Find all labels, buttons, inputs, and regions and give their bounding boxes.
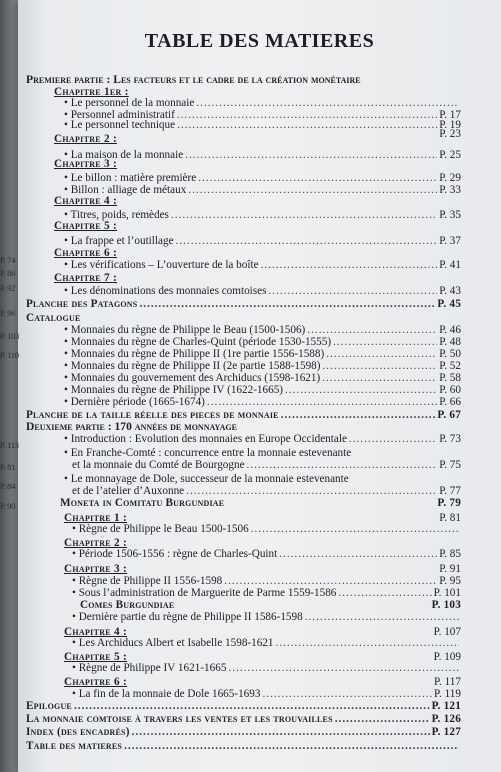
toc-entry-text: • Monnaies du règne de Philippe le Beau (1500-1506) [64, 324, 306, 336]
toc-entry [64, 285, 461, 297]
toc-entry [64, 119, 461, 131]
toc-entry-text: Index (des encadrés) [26, 726, 130, 738]
toc-entry-text: • La maison de la monnaie [64, 149, 184, 161]
bleed-mark: P. 84 [0, 481, 16, 491]
toc-entry-page: P. 103 [431, 599, 461, 611]
previous-page-edge [0, 0, 18, 772]
toc-entry [64, 348, 461, 360]
toc-entry-page: P. 17 [439, 109, 461, 121]
toc-entry [72, 611, 461, 623]
toc-entry-page: P. 37 [439, 235, 461, 247]
leader-dots [251, 523, 459, 535]
chapter-heading: Chapitre 4 : [54, 195, 118, 207]
toc-entry-text: • En Franche-Comté : concurrence entre la monnaie estevenante [64, 447, 352, 459]
toc-entry-text: • Dernière période (1665-1674) [64, 396, 205, 408]
toc-entry-page: P. 23 [439, 128, 461, 140]
toc-entry [64, 172, 461, 184]
toc-entry-page: P. 127 [431, 726, 461, 738]
toc-entry-page: P. 45 [437, 298, 461, 310]
toc-entry-text: Planche de la taille réelle des pieces de monnaie [26, 409, 279, 421]
toc-entry-text: • Période 1506-1556 : règne de Charles-Quint [72, 548, 278, 560]
toc-entry-text: • Règne de Philippe le Beau 1500-1506 [72, 523, 249, 535]
toc-entry-text: • Règne de Philippe II 1556-1598 [72, 575, 223, 587]
leader-dots [305, 611, 459, 623]
toc-entry-text: • Le billon : matière première [64, 172, 197, 184]
bleed-mark: P. 103 [0, 331, 19, 341]
bleed-mark: P. 74 [0, 255, 16, 265]
toc-entry-text: • Le monnayage de Dole, successeur de la monnaie estevenante [64, 473, 349, 485]
leader-dots [285, 384, 437, 396]
leader-dots [335, 713, 430, 725]
leader-dots [276, 637, 459, 649]
toc-entry [64, 384, 461, 396]
bleed-mark: P. 90 [0, 501, 16, 511]
chapter-heading: Chapitre 5 : [54, 220, 118, 232]
toc-entry [60, 497, 461, 509]
chapter-heading: Chapitre 3 : [64, 563, 128, 575]
toc-entry [64, 209, 461, 221]
toc-entry-page: P. 41 [439, 259, 461, 271]
toc-entry-text: • Dernière partie du règne de Philippe II 1586-1598 [72, 611, 303, 623]
toc-entry-text: Moneta in Comitatu Burgundiae [60, 497, 225, 509]
toc-entry [72, 587, 461, 599]
leader-dots [132, 726, 430, 738]
toc-entry [64, 372, 461, 384]
toc-entry-text: • Introduction : Evolution des monnaies en Europe Occidentale [64, 433, 347, 445]
leader-dots [196, 97, 459, 109]
toc-entry-text: • Les vérifications – L’ouverture de la boîte [64, 259, 259, 271]
toc-entry-text: et la monnaie du Comté de Bourgogne [72, 459, 245, 471]
toc-entry-text: • Monnaies du règne de Philippe II (1re partie 1556-1588) [64, 348, 325, 360]
part-two-heading: Deuxieme partie : 170 années de monnayage [26, 420, 237, 433]
toc-entry [64, 563, 461, 575]
toc-entry-page: P. 66 [439, 396, 461, 408]
chapter-heading: Chapitre 5 : [64, 651, 128, 663]
toc-entry-page: P. 119 [434, 688, 461, 700]
leader-dots [323, 360, 438, 372]
toc-entry-page: P. 60 [439, 384, 461, 396]
toc-entry-text: • Le personnel de la monnaie [64, 97, 195, 109]
toc-entry-page: P. 48 [439, 336, 461, 348]
chapter-heading: Chapitre 4 : [64, 626, 128, 638]
toc-entry [72, 575, 461, 587]
toc-entry-text: • Billon : alliage de métaux [64, 184, 187, 196]
toc-entry-text: Epilogue [26, 700, 72, 712]
catalogue-heading: Catalogue [26, 312, 81, 324]
page-title: TABLE DES MATIERES [144, 30, 375, 52]
toc-entry [72, 688, 461, 700]
chapter-heading: Chapitre 1 : [64, 512, 128, 524]
leader-dots [124, 740, 459, 752]
toc-entry [64, 433, 461, 445]
toc-entry-page: P. 33 [439, 184, 461, 196]
toc-entry-page: P. 77 [439, 485, 461, 497]
toc-entry-page: P. 101 [433, 587, 461, 599]
leader-dots [247, 459, 438, 471]
leader-dots [228, 662, 459, 674]
toc-entry-page: P. 19 [439, 119, 461, 131]
leader-dots [198, 172, 437, 184]
toc-entry-text: • Règne de Philippe IV 1621-1665 [72, 662, 227, 674]
leader-dots [333, 336, 437, 348]
toc-entry [64, 184, 461, 196]
leader-dots [338, 587, 431, 599]
toc-entry-text: Planche des Patagons [26, 298, 138, 310]
toc-entry-text: • Monnaies du règne de Charles-Quint (période 1530-1555) [64, 336, 332, 348]
toc-entry [72, 637, 461, 649]
part-one-heading: Premiere partie : Les facteurs et le cadre de la création monétaire [26, 73, 361, 86]
leader-dots [177, 119, 437, 131]
toc-entry-page: P. 79 [437, 497, 461, 509]
leader-dots [262, 688, 432, 700]
bleed-mark: P. 86 [0, 268, 16, 278]
toc-entry-text: • Monnaies du règne de Philippe II (2e partie 1588-1598) [64, 360, 321, 372]
leader-dots [74, 700, 430, 712]
leader-dots [207, 396, 437, 408]
toc-entry-page: P. 29 [439, 172, 461, 184]
toc-entry [26, 726, 461, 738]
toc-entry [64, 396, 461, 408]
toc-entry [64, 97, 461, 109]
toc-entry-page: P. 95 [439, 575, 461, 587]
toc-entry-page: P. 35 [439, 209, 461, 221]
toc-entry [26, 298, 461, 310]
toc-entry-page: P. 81 [439, 512, 461, 524]
toc-entry [26, 700, 461, 712]
toc-entry-page: P. 109 [433, 651, 461, 663]
leader-dots [139, 298, 435, 310]
toc-entry-page: P. 43 [439, 285, 461, 297]
toc-entry-text: • Monnaies du gouvernement des Archiducs (1598-1621) [64, 372, 321, 384]
toc-entry-page: P. 75 [439, 459, 461, 471]
chapter-heading: Chapitre 7 : [54, 272, 118, 284]
leader-dots [326, 348, 437, 360]
toc-entry-text: • Les dénominations des monnaies comtoises [64, 285, 267, 297]
leader-dots [261, 259, 438, 271]
toc-entry [64, 360, 461, 372]
toc-entry [64, 336, 461, 348]
leader-dots [186, 485, 437, 497]
toc-entry [64, 324, 461, 336]
toc-entry-page: P. 85 [439, 548, 461, 560]
leader-dots [307, 324, 437, 336]
toc-entry-page: P. 107 [433, 626, 461, 638]
leader-dots [349, 433, 437, 445]
toc-entry-page: P. 50 [439, 348, 461, 360]
toc-entry-text: • Sous l’administration de Marguerite de Parme 1559-1586 [72, 587, 337, 599]
leader-dots [171, 209, 437, 221]
toc-entry-page: P. 73 [439, 433, 461, 445]
chapter-heading: Chapitre 6 : [64, 676, 128, 688]
toc-entry-text: La monnaie comtoise à travers les ventes et les trouvailles [26, 713, 333, 725]
toc-entry-text: • Personnel administratif [64, 109, 175, 121]
toc-entry-page: P. 126 [431, 713, 461, 725]
toc-entry [72, 459, 461, 471]
table-of-contents [18, 0, 501, 772]
toc-entry-page: P. 91 [439, 563, 461, 575]
toc-entry [72, 662, 461, 674]
toc-entry-page: P. 58 [439, 372, 461, 384]
toc-entry-text: • Les Archiducs Albert et Isabelle 1598-1621 [72, 637, 274, 649]
chapter-heading: Chapitre 2 : [64, 537, 128, 549]
toc-entry-page: P. 117 [434, 676, 461, 688]
toc-entry-text: et de l’atelier d’Auxonne [72, 485, 185, 497]
leader-dots [185, 149, 437, 161]
leader-dots [281, 409, 436, 421]
chapter-heading: Chapitre 3 : [54, 158, 118, 170]
toc-entry-text: Table des matieres [26, 740, 123, 752]
toc-entry [26, 740, 461, 752]
toc-entry-text: Comes Burgundiae [80, 599, 175, 611]
bleed-mark: P. 81 [0, 462, 16, 472]
chapter-heading: Chapitre 1er : [54, 86, 129, 98]
toc-entry [64, 676, 461, 688]
bleed-mark: P. 110 [0, 350, 19, 360]
toc-entry-page: P. 25 [439, 149, 461, 161]
chapter-heading: Chapitre 6 : [54, 247, 118, 259]
toc-entry-text: • Titres, poids, remèdes [64, 209, 169, 221]
toc-entry [64, 149, 461, 161]
toc-entry-text: • Monnaies du règne de Philippe IV (1622-1665) [64, 384, 284, 396]
toc-entry-text: • La frappe et l’outillage [64, 235, 174, 247]
leader-dots [224, 575, 437, 587]
toc-entry [72, 485, 461, 497]
toc-entry [72, 523, 461, 535]
toc-entry [64, 235, 461, 247]
toc-entry-page: P. 46 [439, 324, 461, 336]
toc-entry [72, 548, 461, 560]
bleed-mark: P. 96 [0, 308, 16, 318]
toc-entry-text: • Le personnel technique [64, 119, 176, 131]
leader-dots [322, 372, 437, 384]
bleed-mark: P. 92 [0, 283, 16, 293]
toc-entry [80, 599, 461, 611]
leader-dots [279, 548, 437, 560]
chapter-heading: Chapitre 2 : [54, 133, 118, 145]
toc-entry-page: P. 121 [431, 700, 461, 712]
toc-entry [26, 713, 461, 725]
toc-entry-text: • La fin de la monnaie de Dole 1665-1693 [72, 688, 261, 700]
leader-dots [268, 285, 437, 297]
bleed-mark: P. 113 [0, 440, 19, 450]
leader-dots [188, 184, 437, 196]
leader-dots [176, 235, 438, 247]
toc-entry-page: P. 67 [437, 409, 461, 421]
toc-entry [64, 259, 461, 271]
toc-entry-page: P. 52 [439, 360, 461, 372]
